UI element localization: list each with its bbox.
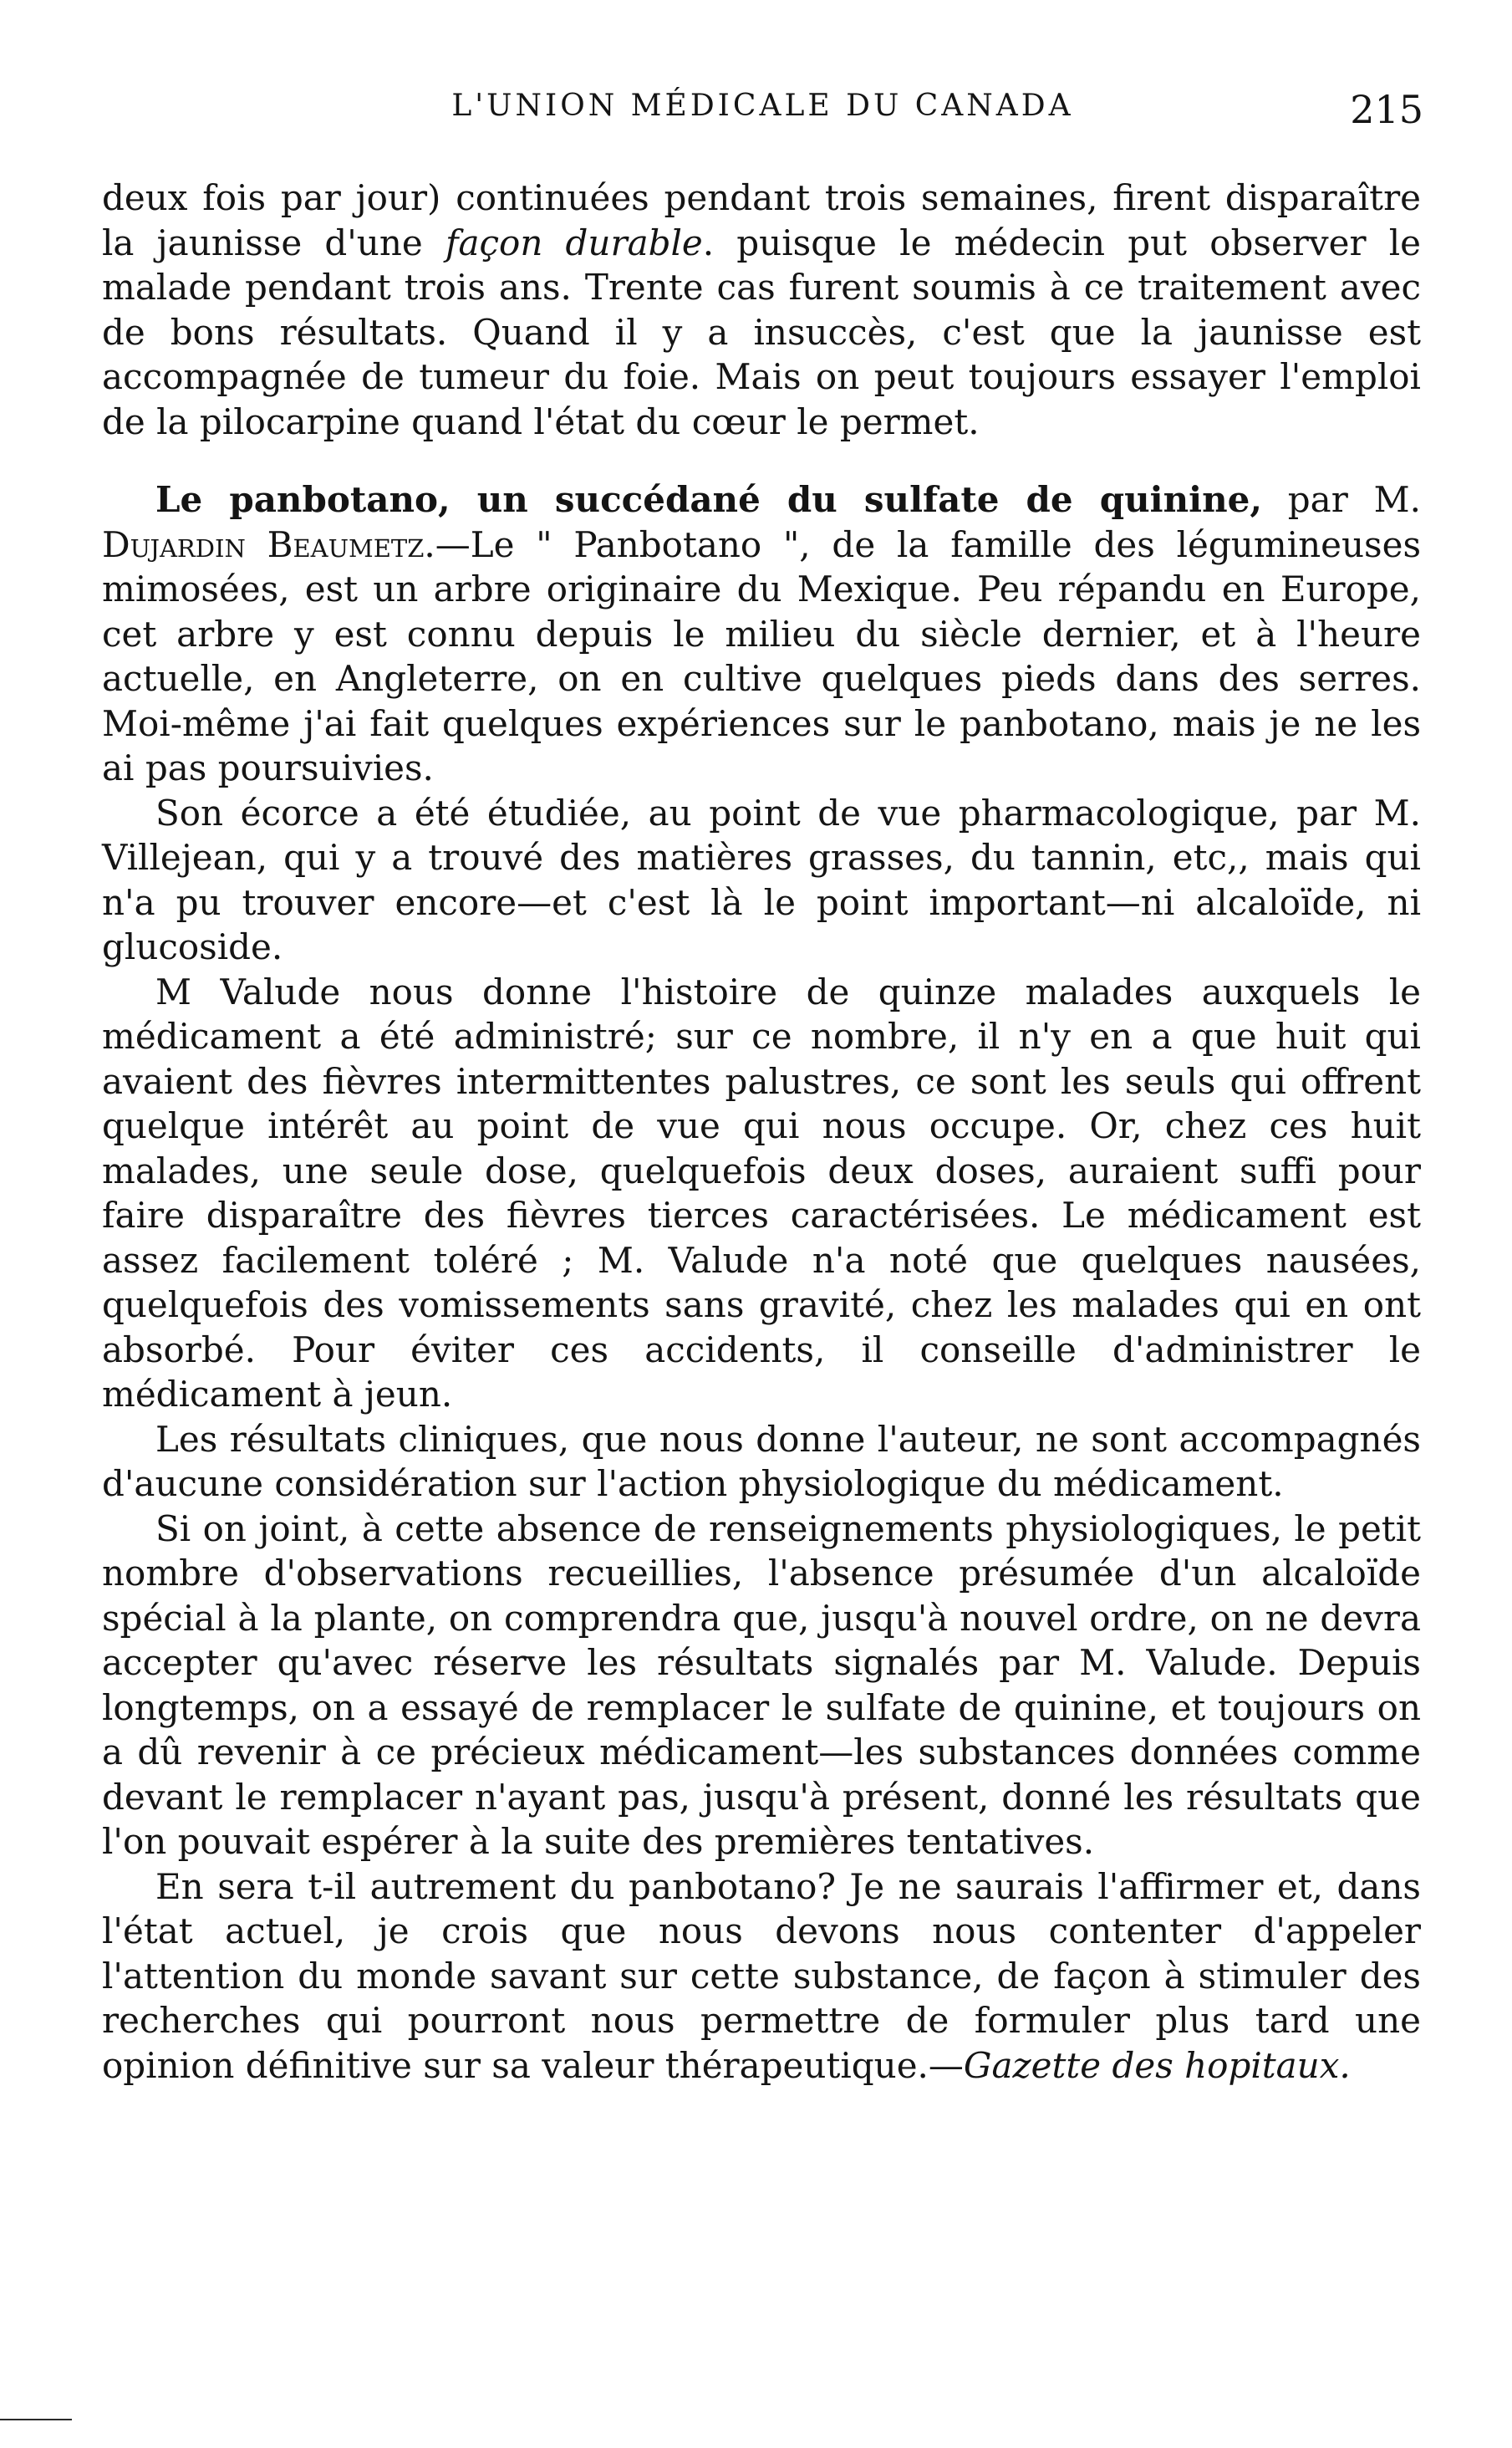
page-number: 215 bbox=[1350, 87, 1423, 132]
paragraph-valude-cases: M Valude nous donne l'histoire de quinze malades auxquels le médicament a été administré; sur ce nombre, il n'y en a que huit qui avaient des fièvres intermittentes palustres, ce sont les seuls qui offrent quelque intérêt au point de vue qui nous occupe. Or, chez ces huit malades, une seule dose, quelquefois deux doses, auraient suffi pour faire disparaître des fièvres tierces caractérisées. Le médicament est assez facilement toléré ; M. Valude n'a noté que quelques nausées, quelquefois des vomissements sans gravité, chez les malades qui en ont absorbé. Pour éviter ces accidents, il conseille d'administrer le médicament à jeun. bbox=[102, 971, 1421, 1415]
conclusion-text: En sera t-il autrement du panbotano? Je ne saurais l'affirmer et, dans l'état actuel, je crois que nous devons nous contenter d'appeler l'attention du monde savant sur cette substance, de façon à stimuler des recherches qui pourront nous permettre de formuler plus tard une opinion définitive sur sa valeur thérapeutique. bbox=[102, 1865, 1421, 2086]
paragraph-clinical-results: Les résultats cliniques, que nous donne l'auteur, ne sont accompagnés d'aucune considération sur l'action physiologique du médicament. bbox=[102, 1418, 1421, 1504]
source-citation: Gazette des hopitaux. bbox=[963, 2044, 1351, 2086]
running-header bbox=[102, 89, 1423, 139]
intro-text: —Le " Panbotano ", de la famille des légumineuses mimosées, est un arbre originaire du Mexique. Peu répandu en Europe, cet arbre y est connu depuis le milieu du siècle dernier, et à l'heure actuelle, en Angleterre, on en cultive quelques pieds dans des serres. Moi-même j'ai fait quelques expériences sur le panbotano, mais je ne les ai pas poursuivies. bbox=[102, 523, 1421, 788]
article-body bbox=[102, 176, 1421, 2088]
paragraph-panbotano-intro bbox=[102, 477, 1421, 791]
italic-phrase: façon durable bbox=[445, 222, 703, 263]
paragraph-reservations: Si on joint, à cette absence de renseignements physiologiques, le petit nombre d'observations recueillies, l'absence présumée d'un alcaloïde spécial à la plante, on comprendra que, jusqu'à nouvel ordre, on ne devra accepter qu'avec réserve les résultats signalés par M. Valude. Depuis longtemps, on a essayé de remplacer le sulfate de quinine, et toujours on a dû revenir à ce précieux médicament—les substances données comme devant le remplacer n'ayant pas, jusqu'à présent, donné les résultats que l'on pouvait espérer à la suite des premières tentatives. bbox=[102, 1507, 1421, 1862]
paragraph-conclusion bbox=[102, 1864, 1421, 2088]
source-dash: — bbox=[928, 2044, 964, 2086]
article-heading: Le panbotano, un succédané du sulfate de quinine, bbox=[155, 479, 1262, 520]
author-name: Dujardin Beaumetz. bbox=[102, 523, 435, 565]
text-run: . puisque le médecin put observer le malade pendant trois ans. Trente cas furent soumis à ce traitement avec de bons résultats. Quand il y a insuccès, c'est que la jaunisse est accompagnée de tumeur du foie. Mais on peut toujours essayer l'emploi de la pilocarpine quand l'état du cœur le permet. bbox=[102, 222, 1421, 442]
paragraph-bark-study: Son écorce a été étudiée, au point de vue pharmacologique, par M. Villejean, qui y a trouvé des matières grasses, du tannin, etc,, mais qui n'a pu trouver encore—et c'est là le point important—ni alcaloïde, ni glucoside. bbox=[102, 792, 1421, 967]
paragraph-jaundice-continuation bbox=[102, 176, 1421, 444]
byline-prefix: par M. bbox=[1261, 479, 1421, 520]
footer-rule bbox=[0, 2419, 72, 2420]
journal-title: L'UNION MÉDICALE DU CANADA bbox=[451, 89, 1074, 123]
text-run: deux fois par jour) continuées pendant trois semaines, firent disparaître la jaunisse d'une bbox=[102, 177, 1421, 263]
